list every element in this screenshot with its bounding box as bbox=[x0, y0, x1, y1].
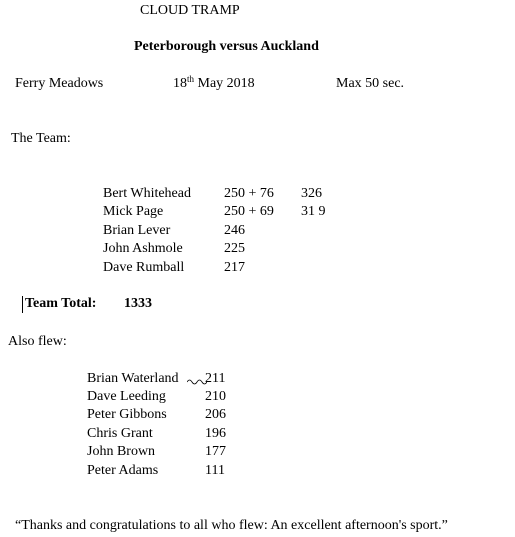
also-flew-score-5: 177 bbox=[205, 444, 226, 459]
team-score-4: 225 bbox=[224, 241, 245, 256]
team-name-2: Mick Page bbox=[103, 204, 164, 219]
date-text bbox=[173, 74, 255, 91]
document-subtitle: Peterborough versus Auckland bbox=[134, 39, 319, 54]
max-time-text: Max 50 sec. bbox=[336, 76, 405, 91]
also-flew-score-3: 206 bbox=[205, 407, 226, 422]
also-flew-name-2: Dave Leeding bbox=[87, 389, 166, 404]
team-heading: The Team: bbox=[11, 131, 71, 146]
team-name-3: Brian Lever bbox=[103, 223, 171, 238]
also-flew-name-6: Peter Adams bbox=[87, 463, 159, 478]
also-flew-score-4: 196 bbox=[205, 426, 226, 441]
spellcheck-squiggle bbox=[187, 377, 207, 385]
date-suffix: th bbox=[187, 74, 195, 84]
also-flew-heading: Also flew: bbox=[8, 334, 67, 349]
also-flew-name-4: Chris Grant bbox=[87, 426, 153, 441]
also-flew-score-2: 210 bbox=[205, 389, 226, 404]
team-total-value: 1333 bbox=[124, 296, 152, 311]
team-total-2: 31 9 bbox=[301, 204, 326, 219]
document-title: CLOUD TRAMP bbox=[140, 3, 240, 18]
date-day: 18 bbox=[173, 76, 187, 91]
team-score-3: 246 bbox=[224, 223, 245, 238]
team-score-2: 250 + 69 bbox=[224, 204, 274, 219]
also-flew-name-3: Peter Gibbons bbox=[87, 407, 167, 422]
team-score-1: 250 + 76 bbox=[224, 186, 274, 201]
also-flew-score-6: 111 bbox=[205, 463, 225, 478]
date-rest: May 2018 bbox=[194, 76, 255, 91]
team-total-1: 326 bbox=[301, 186, 322, 201]
team-name-5: Dave Rumball bbox=[103, 260, 185, 275]
text-cursor bbox=[22, 296, 23, 313]
team-score-5: 217 bbox=[224, 260, 245, 275]
venue-text: Ferry Meadows bbox=[15, 76, 104, 91]
team-name-4: John Ashmole bbox=[103, 241, 183, 256]
team-name-1: Bert Whitehead bbox=[103, 186, 191, 201]
also-flew-name-1: Brian Waterland bbox=[87, 371, 179, 386]
also-flew-score-1: 211 bbox=[205, 371, 226, 386]
team-total-label: Team Total: bbox=[25, 296, 97, 311]
also-flew-name-5: John Brown bbox=[87, 444, 156, 459]
closing-quote: “Thanks and congratulations to all who flew: An excellent afternoon's sport.” bbox=[15, 518, 448, 533]
